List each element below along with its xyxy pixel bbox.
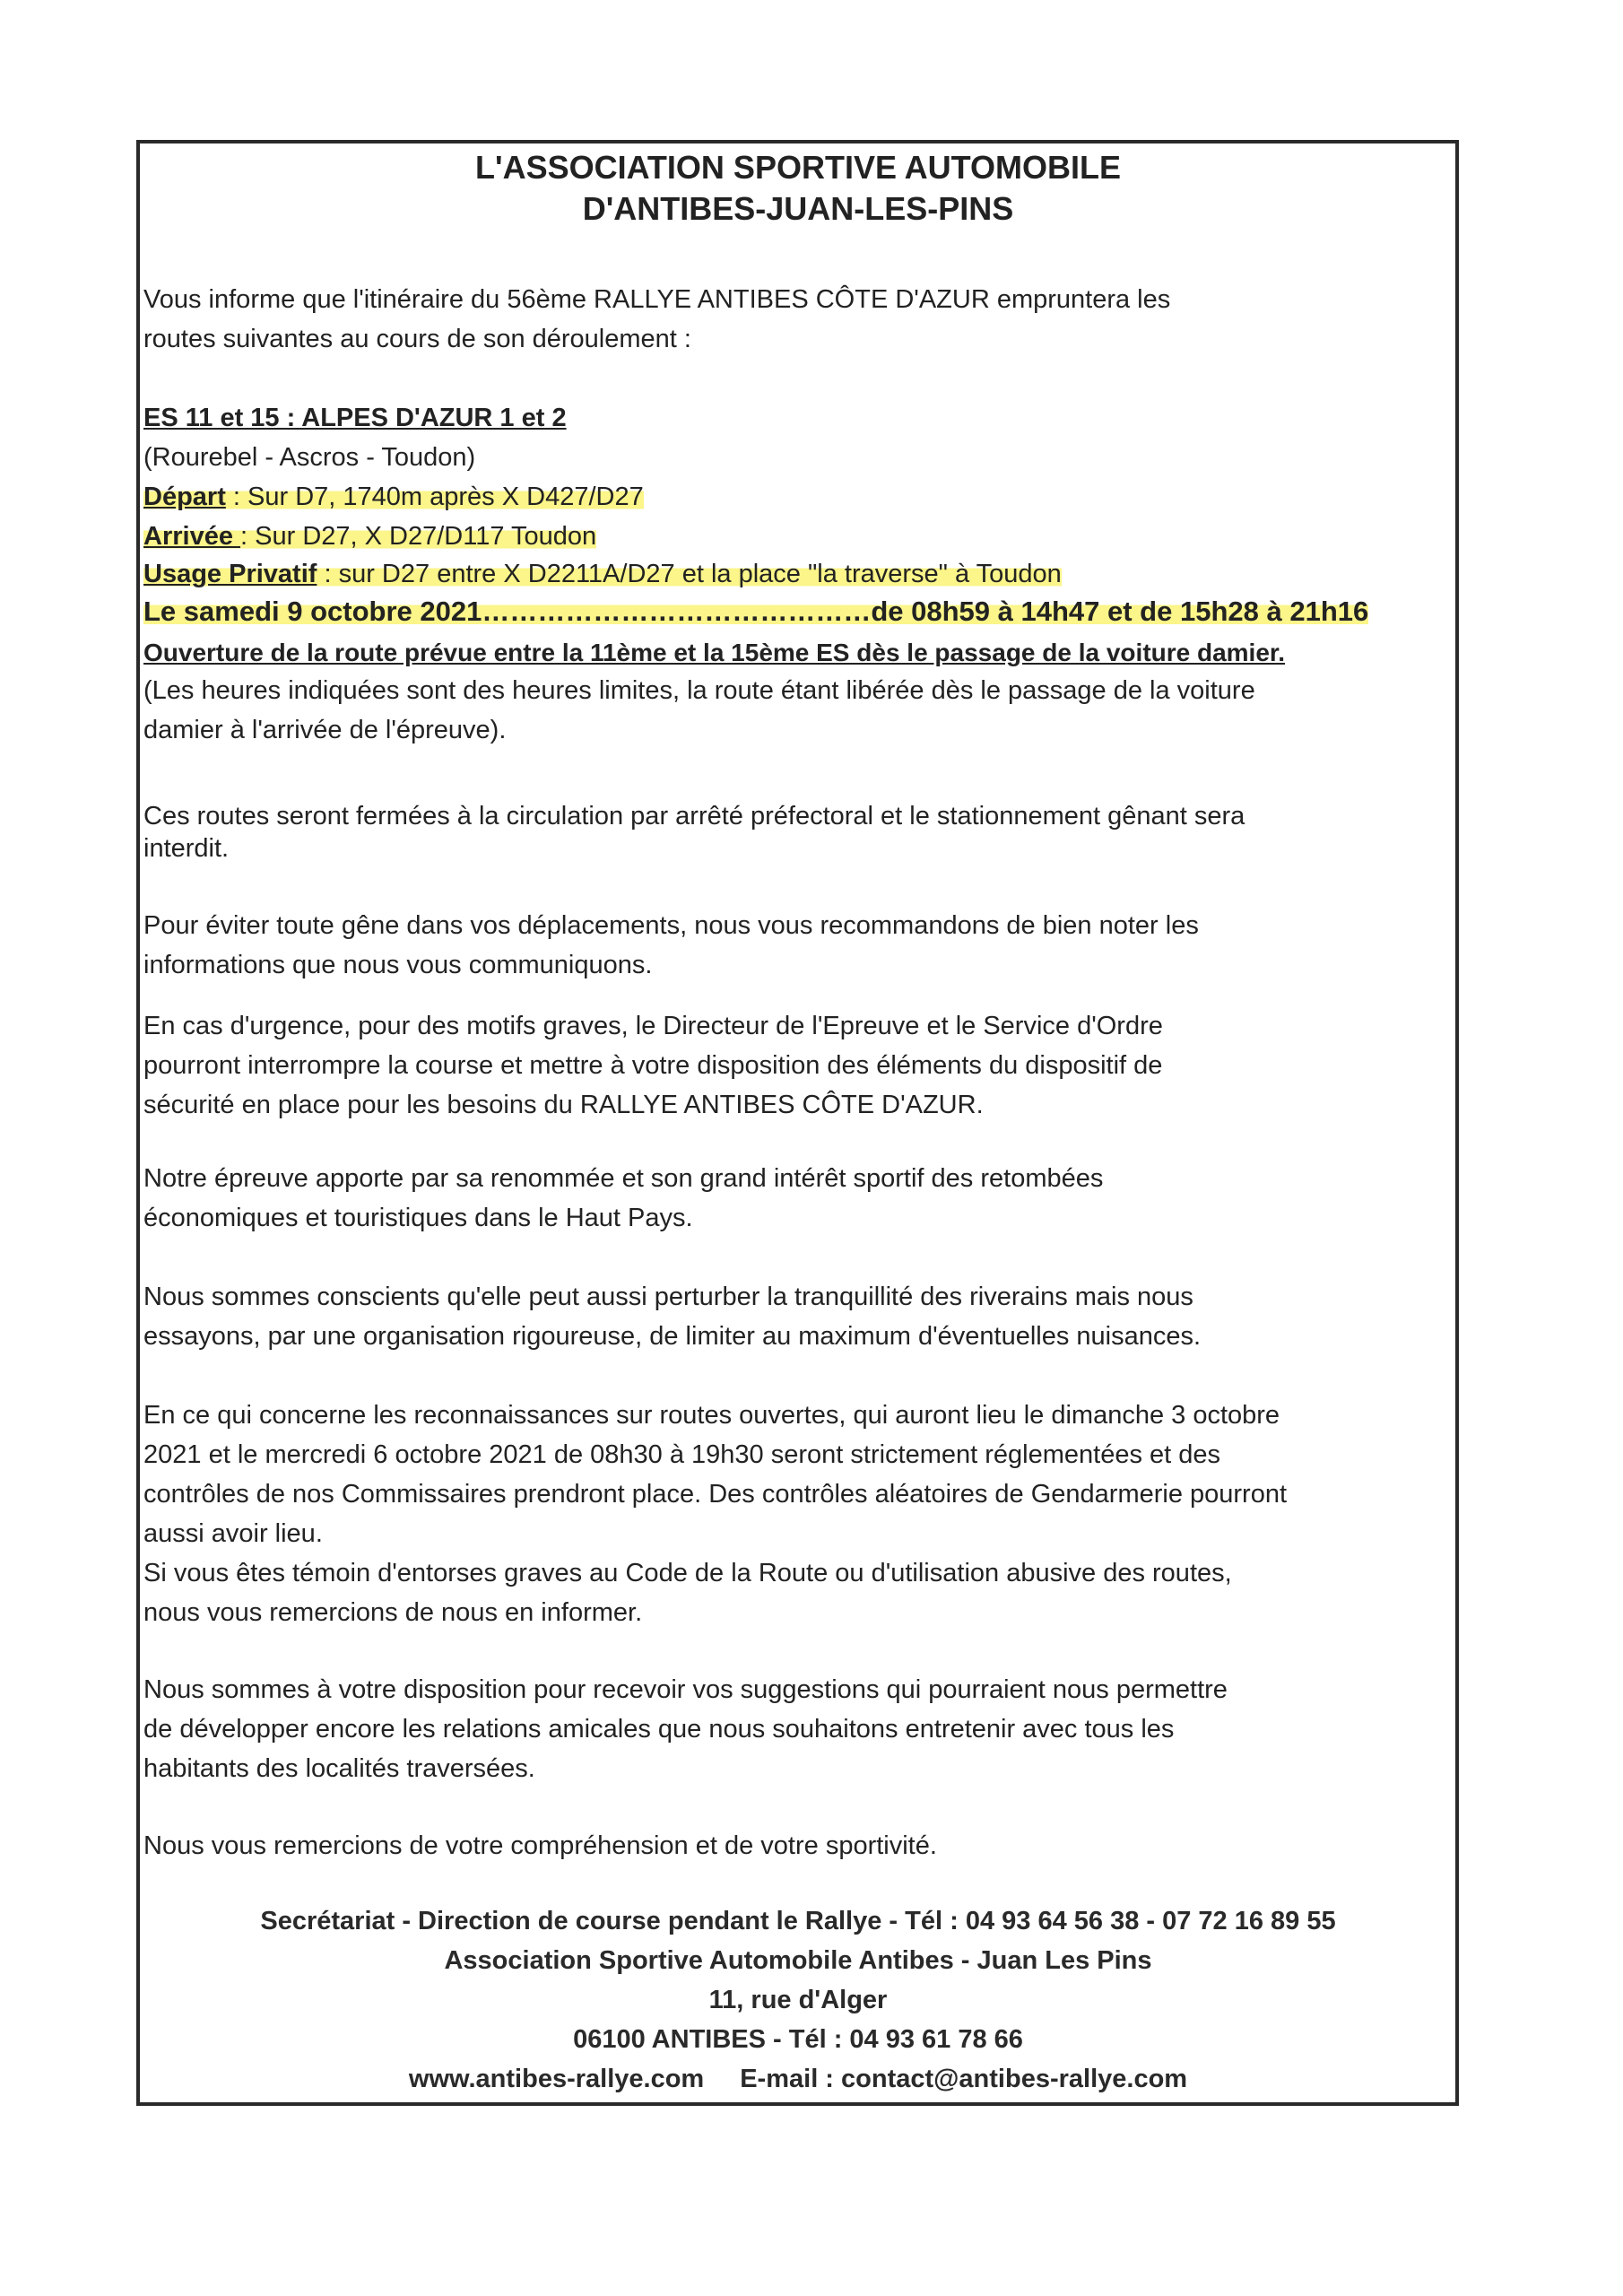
closure-line-1: Ces routes seront fermées à la circulation par arrêté préfectoral et le stationnement gênant sera xyxy=(143,802,1245,831)
disturb-line-1: Nous sommes conscients qu'elle peut aussi perturber la tranquillité des riverains mais nous xyxy=(143,1283,1193,1311)
date-highlight: Le samedi 9 octobre 2021……………………………………de 08h59 à 14h47 et de 15h28 à 21h16 xyxy=(143,596,1369,627)
emergency-paragraph xyxy=(143,1006,1163,1125)
contact-footer xyxy=(143,1901,1453,2099)
stage-opening: Ouverture de la route prévue entre la 11ème et la 15ème ES dès le passage de la voiture damier. xyxy=(143,639,1286,666)
suggest-line-3: habitants des localités traversées. xyxy=(143,1754,535,1783)
renown-line-1: Notre épreuve apporte par sa renommée et son grand intérêt sportif des retombées xyxy=(143,1164,1104,1193)
footer-email-link[interactable]: E-mail : contact@antibes-rallye.com xyxy=(740,2065,1188,2093)
hours-note xyxy=(143,671,1255,750)
recon-line-6: nous vous remercions de nous en informer. xyxy=(143,1598,643,1627)
closure-paragraph xyxy=(143,800,1245,865)
arrivee-highlight xyxy=(143,522,596,551)
advice-line-1: Pour éviter toute gêne dans vos déplacements, nous vous recommandons de bien noter les xyxy=(143,911,1199,940)
document-body xyxy=(143,144,1453,2093)
hours-note-line-1: (Les heures indiquées sont des heures limites, la route étant libérée dès le passage de la voiture xyxy=(143,676,1255,705)
recon-line-1: En ce qui concerne les reconnaissances sur routes ouvertes, qui auront lieu le dimanche 3 octobre xyxy=(143,1401,1280,1430)
stage-route: (Rourebel - Ascros - Toudon) xyxy=(143,443,476,472)
suggest-line-2: de développer encore les relations amicales que nous souhaitons entretenir avec tous les xyxy=(143,1715,1175,1744)
renown-paragraph xyxy=(143,1159,1103,1238)
usage-label: Usage Privatif xyxy=(143,560,317,588)
suggest-line-1: Nous sommes à votre disposition pour recevoir vos suggestions qui pourraient nous permettre xyxy=(143,1675,1228,1704)
renown-line-2: économiques et touristiques dans le Haut Pays. xyxy=(143,1204,693,1232)
recon-line-5: Si vous êtes témoin d'entorses graves au Code de la Route ou d'utilisation abusive des routes, xyxy=(143,1559,1232,1587)
depart-label: Départ xyxy=(143,483,226,511)
emergency-line-3: sécurité en place pour les besoins du RALLYE ANTIBES CÔTE D'AZUR. xyxy=(143,1091,984,1119)
recon-paragraph xyxy=(143,1396,1287,1632)
stage-depart xyxy=(143,477,644,517)
footer-website-link[interactable]: www.antibes-rallye.com xyxy=(408,2065,705,2093)
depart-text: : Sur D7, 1740m après X D427/D27 xyxy=(225,483,644,511)
usage-text: : sur D27 entre X D2211A/D27 et la place "la traverse" à Toudon xyxy=(317,560,1062,588)
footer-city-phone: 06100 ANTIBES - Tél : 04 93 61 78 66 xyxy=(573,2025,1023,2054)
stage-heading: ES 11 et 15 : ALPES D'AZUR 1 et 2 xyxy=(143,404,567,432)
stage-arrivee xyxy=(143,517,596,556)
arrivee-label: Arrivée xyxy=(143,522,241,551)
stage-date-line xyxy=(143,592,1368,631)
title-line-1: L'ASSOCIATION SPORTIVE AUTOMOBILE xyxy=(475,149,1121,186)
stage-usage xyxy=(143,554,1062,594)
usage-highlight xyxy=(143,560,1062,588)
intro-paragraph xyxy=(143,280,1170,359)
footer-street: 11, rue d'Alger xyxy=(708,1986,888,2014)
footer-association: Association Sportive Automobile Antibes - Juan Les Pins xyxy=(444,1946,1152,1975)
recon-line-2: 2021 et le mercredi 6 octobre 2021 de 08h30 à 19h30 seront strictement réglementées et des xyxy=(143,1440,1221,1469)
arrivee-text: : Sur D27, X D27/D117 Toudon xyxy=(240,522,597,551)
intro-line-1: Vous informe que l'itinéraire du 56ème RALLYE ANTIBES CÔTE D'AZUR empruntera les xyxy=(143,285,1171,314)
emergency-line-1: En cas d'urgence, pour des motifs graves, le Directeur de l'Epreuve et le Service d'Ordre xyxy=(143,1012,1163,1040)
intro-line-2: routes suivantes au cours de son déroulement : xyxy=(143,325,691,353)
recon-line-4: aussi avoir lieu. xyxy=(143,1519,323,1548)
page-title xyxy=(143,147,1453,230)
footer-web-email xyxy=(143,2059,1453,2099)
disturb-line-2: essayons, par une organisation rigoureuse, de limiter au maximum d'éventuelles nuisances. xyxy=(143,1322,1202,1351)
recon-line-3: contrôles de nos Commissaires prendront place. Des contrôles aléatoires de Gendarmerie pourront xyxy=(143,1480,1288,1509)
hours-note-line-2: damier à l'arrivée de l'épreuve). xyxy=(143,716,507,744)
thanks-paragraph: Nous vous remercions de votre compréhension et de votre sportivité. xyxy=(143,1831,937,1860)
advice-paragraph xyxy=(143,906,1199,985)
depart-highlight xyxy=(143,483,644,511)
emergency-line-2: pourront interrompre la course et mettre à votre disposition des éléments du dispositif de xyxy=(143,1051,1163,1080)
advice-line-2: informations que nous vous communiquons. xyxy=(143,951,653,979)
title-line-2: D'ANTIBES-JUAN-LES-PINS xyxy=(582,190,1014,227)
disturb-paragraph xyxy=(143,1277,1201,1356)
footer-secretariat: Secrétariat - Direction de course pendant le Rallye - Tél : 04 93 64 56 38 - 07 72 16 89 55 xyxy=(260,1907,1336,1935)
suggest-paragraph xyxy=(143,1670,1228,1788)
closure-line-2: interdit. xyxy=(143,834,230,863)
